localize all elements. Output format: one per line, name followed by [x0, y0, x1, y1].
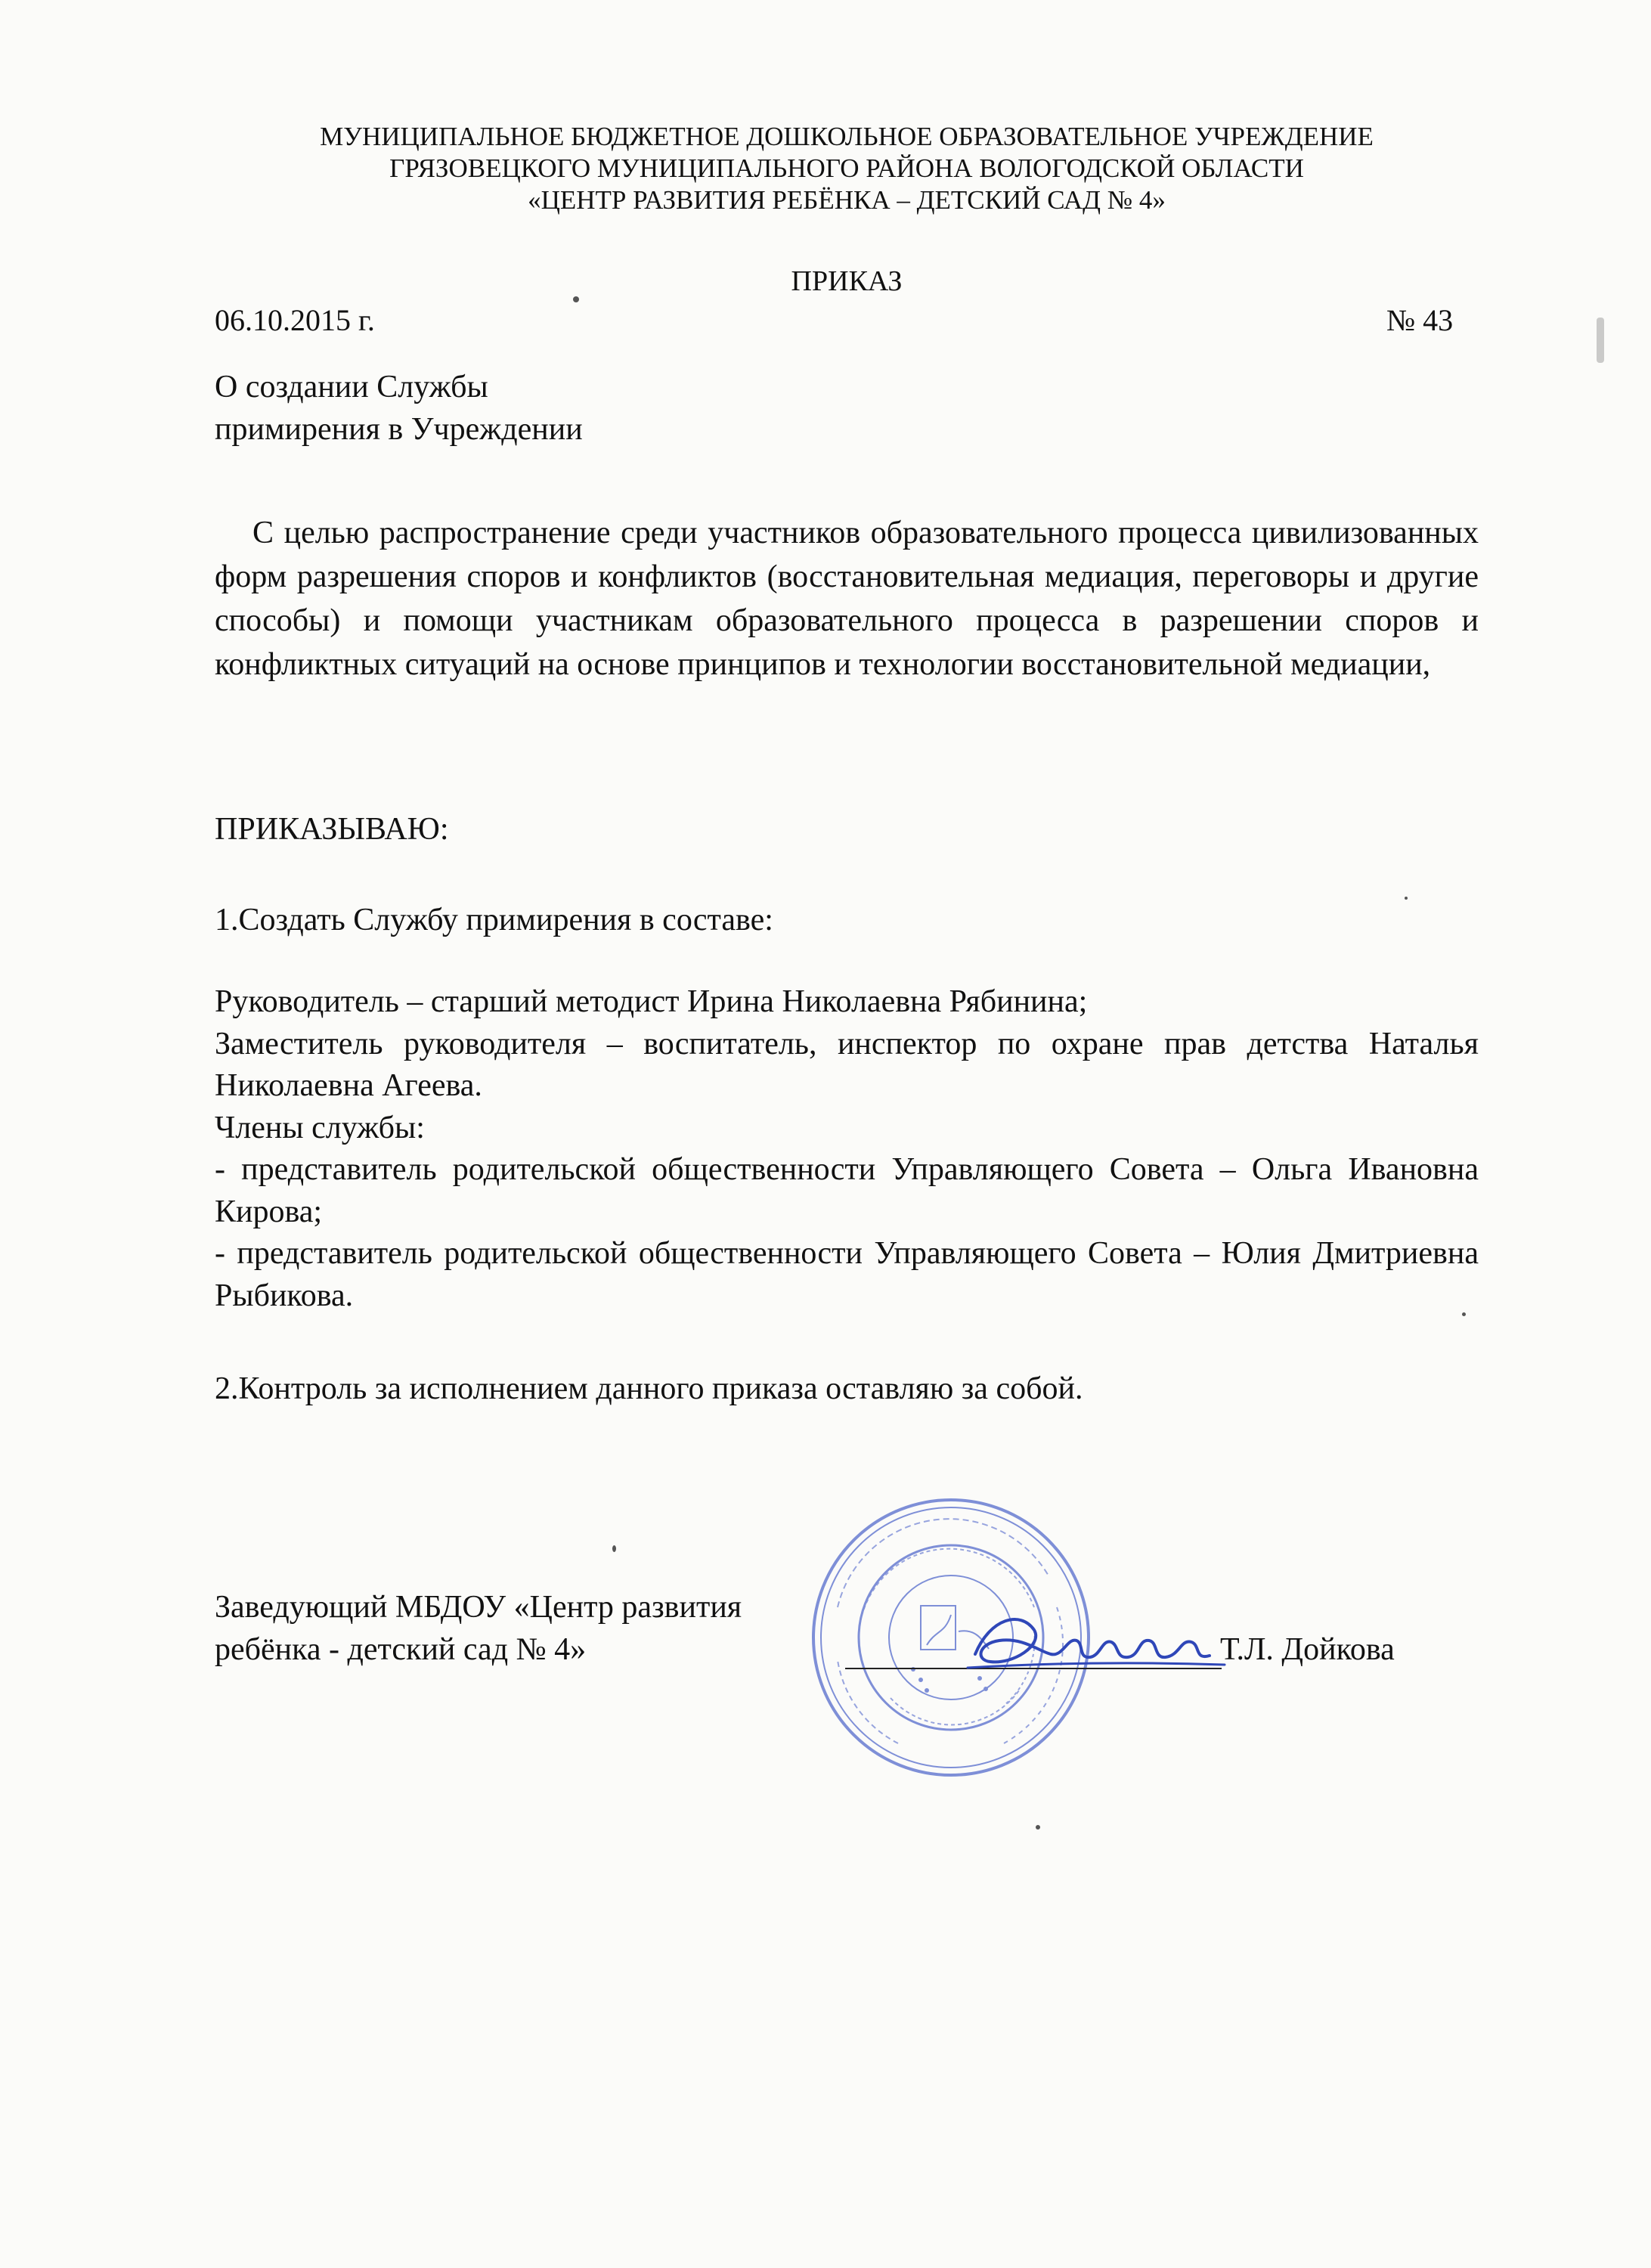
signatory-title [215, 1586, 742, 1671]
scan-edge-mark [1597, 318, 1604, 363]
document-number: № 43 [1386, 303, 1454, 337]
order-item-2: 2.Контроль за исполнением данного приказа оставляю за собой. [215, 1371, 1083, 1406]
order-word: ПРИКАЗЫВАЮ: [215, 812, 449, 847]
subject-line-2: примирения в Учреждении [215, 412, 583, 447]
service-deputy: Заместитель руководителя – воспитатель, инспектор по охране прав детства Наталья Николаевна Агеева. [215, 1026, 1479, 1103]
scan-speck [573, 296, 579, 302]
preamble-paragraph: С целью распространение среди участников образовательного процесса цивилизованных форм разрешения споров и конфликтов (восстановительная медиация, переговоры и другие способы) и помощи участникам образовательного процесса в разрешении споров и конфликтных ситуаций на основе принципов и технологии восстановительной медиации, [215, 516, 1479, 682]
scan-speck [612, 1545, 616, 1552]
service-member-1: - представитель родительской общественности Управляющего Совета – Ольга Ивановна Кирова; [215, 1152, 1479, 1229]
subject-line-1: О создании Службы [215, 370, 488, 404]
order-item-1: 1.Создать Службу примирения в составе: [215, 903, 773, 937]
header-line-1: МУНИЦИПАЛЬНОЕ БЮДЖЕТНОЕ ДОШКОЛЬНОЕ ОБРАЗОВАТЕЛЬНОЕ УЧРЕЖДЕНИЕ [320, 122, 1374, 151]
document-date: 06.10.2015 г. [215, 303, 375, 337]
signatory-name: Т.Л. Дойкова [1220, 1632, 1395, 1667]
document-type: ПРИКАЗ [791, 265, 903, 297]
scan-speck [1405, 897, 1408, 900]
members-label: Члены службы: [215, 1110, 425, 1145]
document-subject [215, 366, 583, 451]
service-head: Руководитель – старший методист Ирина Николаевна Рябинина; [215, 984, 1088, 1019]
scan-speck [1462, 1312, 1466, 1316]
header-line-3: «ЦЕНТР РАЗВИТИЯ РЕБЁНКА – ДЕТСКИЙ САД № 4» [528, 185, 1166, 215]
header-line-2: ГРЯЗОВЕЦКОГО МУНИЦИПАЛЬНОГО РАЙОНА ВОЛОГОДСКОЙ ОБЛАСТИ [389, 153, 1304, 183]
signatory-title-line-2: ребёнка - детский сад № 4» [215, 1632, 587, 1667]
signatory-title-line-1: Заведующий МБДОУ «Центр развития [215, 1590, 742, 1625]
service-member-2: - представитель родительской общественности Управляющего Совета – Юлия Дмитриевна Рыбикова. [215, 1236, 1479, 1313]
organization-header [212, 121, 1482, 216]
handwritten-signature [960, 1595, 1232, 1686]
service-composition [215, 981, 1479, 1317]
scan-speck [1036, 1825, 1040, 1830]
